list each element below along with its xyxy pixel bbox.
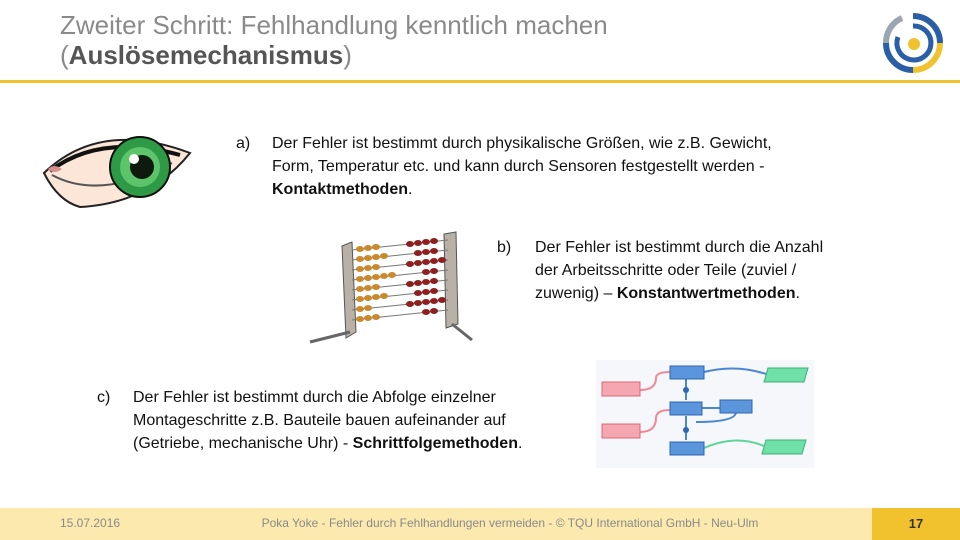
list-marker: a)	[236, 135, 251, 152]
footer-text: Poka Yoke - Fehler durch Fehlhandlungen vermeiden - © TQU International GmbH - Neu-Ulm	[261, 516, 759, 530]
flowchart-illustration	[596, 360, 814, 468]
item-bold-term: Kontaktmethoden	[272, 181, 408, 198]
eye-illustration	[40, 123, 200, 213]
item-suffix: .	[795, 285, 800, 302]
title-open-paren: (	[60, 40, 69, 70]
list-item-a	[236, 132, 796, 207]
title-line1: Zweiter Schritt: Fehlhandlung kenntlich machen	[60, 10, 608, 40]
page-number-box	[872, 508, 960, 540]
item-text: Der Fehler ist bestimmt durch die Abfolge einzelner Montageschritte z.B. Bauteile bauen aufeinander auf (Getriebe, mechanische Uhr) -	[133, 389, 506, 452]
title-bold: Auslösemechanismus	[68, 40, 344, 70]
list-marker: c)	[97, 389, 111, 406]
list-item-text	[535, 236, 827, 305]
item-text: Der Fehler ist bestimmt durch physikalische Größen, wie z.B. Gewicht, Form, Temperatur etc. und kann durch Sensoren festgestellt werden -	[272, 135, 772, 175]
item-bold-term: Schrittfolgemethoden	[352, 435, 518, 452]
item-suffix: .	[408, 181, 413, 198]
slide-title	[60, 10, 820, 70]
list-item-text	[133, 386, 543, 455]
tqu-logo-icon	[882, 12, 944, 74]
page-number: 17	[908, 516, 924, 531]
item-suffix: .	[517, 435, 523, 452]
list-item-b	[497, 236, 827, 331]
title-close-paren: )	[343, 40, 352, 70]
list-marker: b)	[497, 239, 512, 256]
abacus-illustration	[306, 228, 474, 346]
list-item-text	[272, 132, 796, 201]
footer-date: 15.07.2016	[60, 516, 121, 530]
list-item-c	[97, 386, 537, 481]
item-bold-term: Konstantwertmethoden	[616, 285, 796, 302]
title-underline	[0, 80, 960, 83]
item-text: Der Fehler ist bestimmt durch die Anzahl der Arbeitsschritte oder Teile (zuviel / zuwenig) –	[535, 239, 824, 302]
